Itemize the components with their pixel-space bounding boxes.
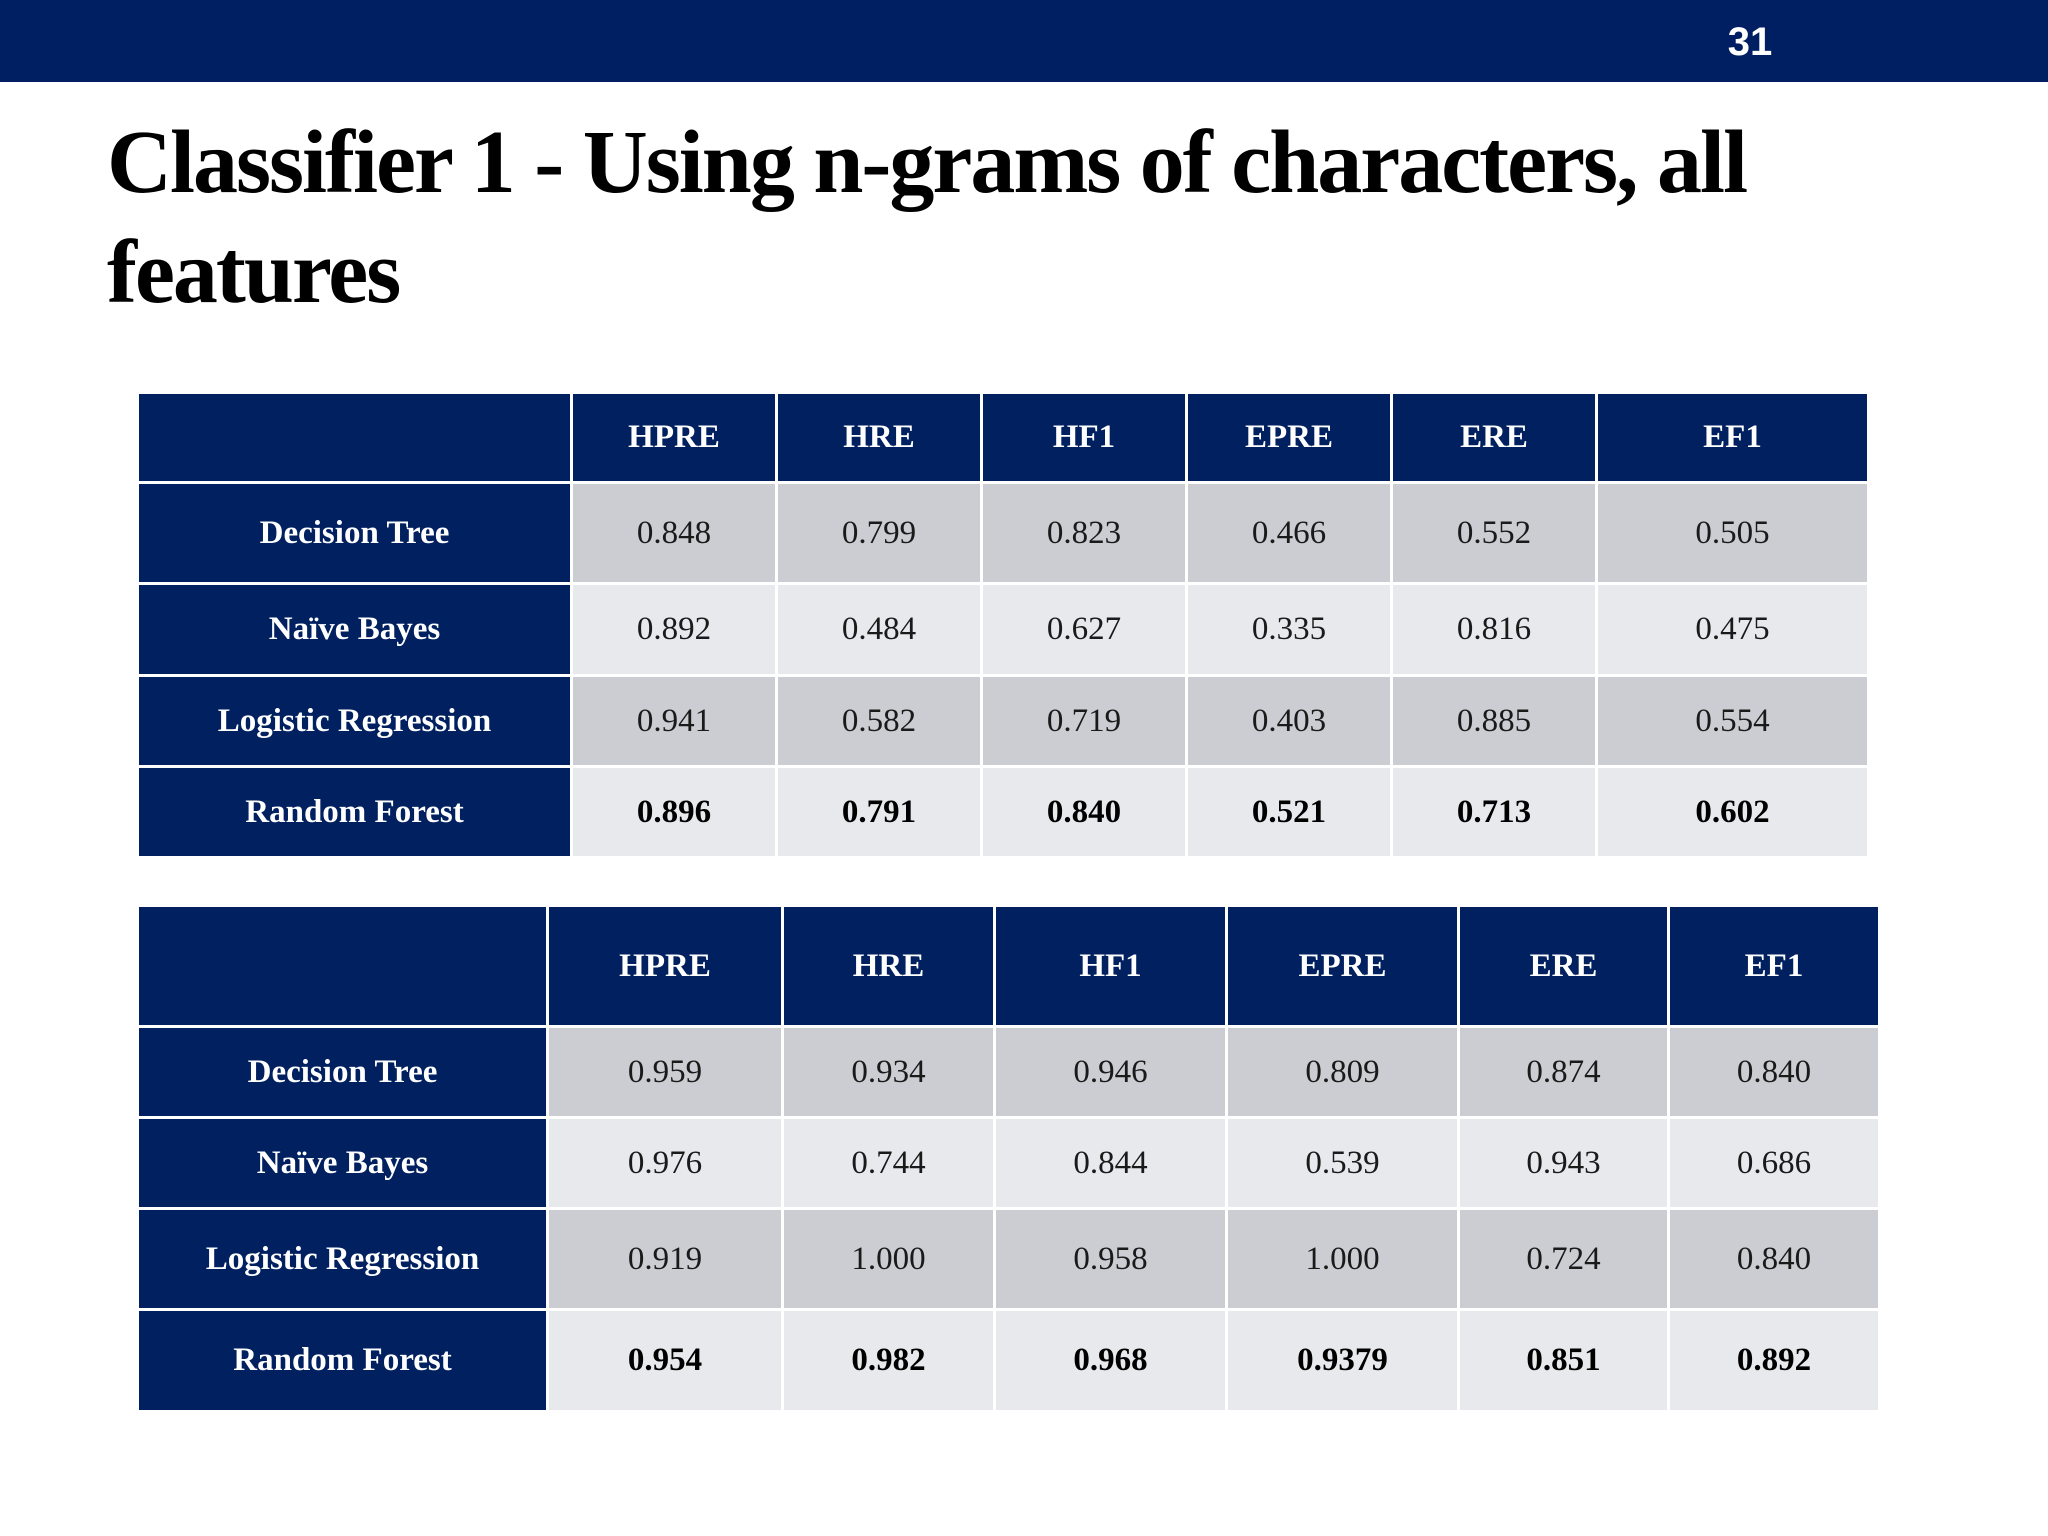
table-cell: 0.874 xyxy=(1459,1027,1669,1118)
table-cell: 0.724 xyxy=(1459,1209,1669,1310)
table-cell: 0.844 xyxy=(995,1118,1227,1209)
table-cell: 0.976 xyxy=(548,1118,783,1209)
table-cell: 0.809 xyxy=(1227,1027,1459,1118)
table-header-row xyxy=(138,906,1880,1027)
table-cell: 0.946 xyxy=(995,1027,1227,1118)
table-cell: 0.466 xyxy=(1187,483,1392,584)
table-row xyxy=(138,767,1869,858)
row-label: Random Forest xyxy=(138,1310,548,1412)
table-cell: 0.959 xyxy=(548,1027,783,1118)
header-hf1: HF1 xyxy=(982,393,1187,483)
table-row xyxy=(138,1027,1880,1118)
table-row xyxy=(138,1209,1880,1310)
table-cell: 0.521 xyxy=(1187,767,1392,858)
header-epre: EPRE xyxy=(1227,906,1459,1027)
table-cell: 0.968 xyxy=(995,1310,1227,1412)
table-cell: 0.943 xyxy=(1459,1118,1669,1209)
row-label: Random Forest xyxy=(138,767,572,858)
table-row xyxy=(138,584,1869,676)
header-hre: HRE xyxy=(777,393,982,483)
table-cell: 0.823 xyxy=(982,483,1187,584)
header-bar xyxy=(0,0,2048,82)
table-cell: 0.552 xyxy=(1392,483,1597,584)
table-cell: 0.848 xyxy=(572,483,777,584)
row-label: Naïve Bayes xyxy=(138,584,572,676)
table-cell: 1.000 xyxy=(1227,1209,1459,1310)
table-cell: 0.475 xyxy=(1597,584,1869,676)
table-cell: 0.840 xyxy=(1669,1209,1880,1310)
table-cell: 0.892 xyxy=(1669,1310,1880,1412)
table-cell: 0.505 xyxy=(1597,483,1869,584)
results-table-2 xyxy=(136,904,1881,1413)
table-cell: 0.816 xyxy=(1392,584,1597,676)
table-cell: 0.335 xyxy=(1187,584,1392,676)
table-cell: 0.627 xyxy=(982,584,1187,676)
header-ef1: EF1 xyxy=(1669,906,1880,1027)
table-cell: 0.554 xyxy=(1597,676,1869,767)
row-label: Logistic Regression xyxy=(138,1209,548,1310)
table-cell: 0.840 xyxy=(982,767,1187,858)
table-cell: 0.713 xyxy=(1392,767,1597,858)
table-cell: 0.582 xyxy=(777,676,982,767)
table-row xyxy=(138,1118,1880,1209)
header-ere: ERE xyxy=(1459,906,1669,1027)
table-row xyxy=(138,676,1869,767)
table-cell: 0.686 xyxy=(1669,1118,1880,1209)
table-row xyxy=(138,483,1869,584)
table-cell: 0.892 xyxy=(572,584,777,676)
slide-title: Classifier 1 - Using n-grams of characters, all features xyxy=(107,113,1747,322)
table-cell: 0.9379 xyxy=(1227,1310,1459,1412)
table-cell: 0.954 xyxy=(548,1310,783,1412)
header-hpre: HPRE xyxy=(548,906,783,1027)
table-cell: 0.840 xyxy=(1669,1027,1880,1118)
table-cell: 0.885 xyxy=(1392,676,1597,767)
table-cell: 0.791 xyxy=(777,767,982,858)
table-cell: 0.539 xyxy=(1227,1118,1459,1209)
results-table-1 xyxy=(136,391,1870,859)
row-label: Logistic Regression xyxy=(138,676,572,767)
row-label: Naïve Bayes xyxy=(138,1118,548,1209)
table-cell: 0.744 xyxy=(783,1118,995,1209)
table-cell: 0.851 xyxy=(1459,1310,1669,1412)
header-hpre: HPRE xyxy=(572,393,777,483)
header-epre: EPRE xyxy=(1187,393,1392,483)
table-row xyxy=(138,1310,1880,1412)
table-cell: 0.919 xyxy=(548,1209,783,1310)
header-corner-cell xyxy=(138,906,548,1027)
table-cell: 0.958 xyxy=(995,1209,1227,1310)
table-cell: 0.941 xyxy=(572,676,777,767)
header-hre: HRE xyxy=(783,906,995,1027)
table-cell: 0.484 xyxy=(777,584,982,676)
table-header-row xyxy=(138,393,1869,483)
table-cell: 0.982 xyxy=(783,1310,995,1412)
header-ere: ERE xyxy=(1392,393,1597,483)
header-ef1: EF1 xyxy=(1597,393,1869,483)
table-cell: 0.934 xyxy=(783,1027,995,1118)
table-cell: 1.000 xyxy=(783,1209,995,1310)
table-cell: 0.602 xyxy=(1597,767,1869,858)
table-cell: 0.719 xyxy=(982,676,1187,767)
row-label: Decision Tree xyxy=(138,1027,548,1118)
table-cell: 0.799 xyxy=(777,483,982,584)
page-number: 31 xyxy=(1727,20,1773,64)
row-label: Decision Tree xyxy=(138,483,572,584)
table-cell: 0.403 xyxy=(1187,676,1392,767)
header-hf1: HF1 xyxy=(995,906,1227,1027)
table-cell: 0.896 xyxy=(572,767,777,858)
header-corner-cell xyxy=(138,393,572,483)
